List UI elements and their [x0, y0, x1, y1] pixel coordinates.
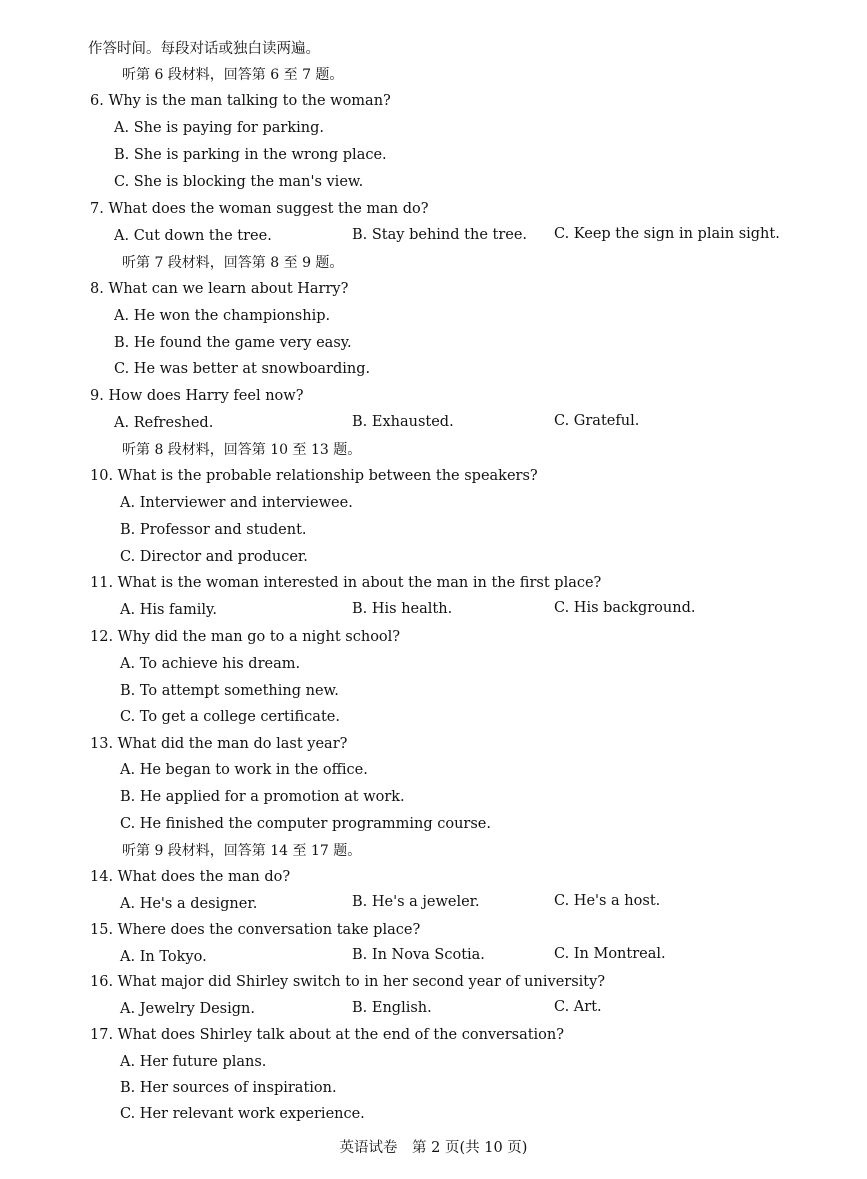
question-9: 9. How does Harry feel now? — [90, 388, 304, 404]
question-6: 6. Why is the man talking to the woman? — [90, 93, 391, 109]
page-footer: 英语试卷 第 2 页(共 10 页) — [339, 1140, 528, 1156]
section-instruction: 听第 8 段材料，回答第 10 至 13 题。 — [122, 442, 362, 458]
question-8: 8. What can we learn about Harry? — [90, 281, 349, 297]
q15-option-c: C. In Montreal. — [554, 946, 666, 962]
q16-option-b: B. English. — [352, 1000, 432, 1016]
question-12: 12. Why did the man go to a night school? — [90, 629, 401, 645]
q14-option-a: A. He's a designer. — [120, 896, 258, 912]
q10-option-a: A. Interviewer and interviewee. — [120, 495, 353, 511]
q11-option-b: B. His health. — [352, 601, 453, 617]
q14-option-b: B. He's a jeweler. — [352, 894, 480, 910]
q12-option-a: A. To achieve his dream. — [120, 656, 301, 672]
q9-option-a: A. Refreshed. — [114, 415, 214, 431]
question-17: 17. What does Shirley talk about at the end of the conversation? — [90, 1027, 565, 1043]
q10-option-c: C. Director and producer. — [120, 549, 308, 565]
q9-option-c: C. Grateful. — [554, 413, 640, 429]
q13-option-c: C. He finished the computer programming course. — [120, 816, 491, 832]
question-16: 16. What major did Shirley switch to in her second year of university? — [90, 974, 606, 990]
q6-option-b: B. She is parking in the wrong place. — [114, 147, 387, 163]
section-instruction: 听第 9 段材料，回答第 14 至 17 题。 — [122, 843, 362, 859]
section-instruction: 听第 7 段材料，回答第 8 至 9 题。 — [122, 255, 344, 271]
q15-option-b: B. In Nova Scotia. — [352, 947, 485, 963]
q10-option-b: B. Professor and student. — [120, 522, 307, 538]
section-instruction: 听第 6 段材料，回答第 6 至 7 题。 — [122, 67, 344, 83]
q7-option-b: B. Stay behind the tree. — [352, 227, 528, 243]
q8-option-b: B. He found the game very easy. — [114, 335, 352, 351]
question-11: 11. What is the woman interested in about the man in the first place? — [90, 575, 602, 591]
header-line: 作答时间。每段对话或独白读两遍。 — [88, 41, 320, 57]
question-7: 7. What does the woman suggest the man do? — [90, 201, 429, 217]
q16-option-c: C. Art. — [554, 999, 602, 1015]
q17-option-c: C. Her relevant work experience. — [120, 1106, 365, 1122]
q12-option-c: C. To get a college certificate. — [120, 709, 340, 725]
q13-option-a: A. He began to work in the office. — [120, 762, 368, 778]
q7-option-a: A. Cut down the tree. — [114, 228, 272, 244]
q6-option-a: A. She is paying for parking. — [114, 120, 324, 136]
question-15: 15. Where does the conversation take place? — [90, 922, 421, 938]
question-13: 13. What did the man do last year? — [90, 736, 348, 752]
q9-option-b: B. Exhausted. — [352, 414, 454, 430]
q8-option-a: A. He won the championship. — [114, 308, 331, 324]
q8-option-c: C. He was better at snowboarding. — [114, 361, 371, 377]
question-10: 10. What is the probable relationship between the speakers? — [90, 468, 538, 484]
q16-option-a: A. Jewelry Design. — [120, 1001, 255, 1017]
q13-option-b: B. He applied for a promotion at work. — [120, 789, 405, 805]
q15-option-a: A. In Tokyo. — [120, 949, 207, 965]
q11-option-a: A. His family. — [120, 602, 217, 618]
question-14: 14. What does the man do? — [90, 869, 291, 885]
q6-option-c: C. She is blocking the man's view. — [114, 174, 364, 190]
q17-option-b: B. Her sources of inspiration. — [120, 1080, 337, 1096]
q12-option-b: B. To attempt something new. — [120, 683, 339, 699]
q17-option-a: A. Her future plans. — [120, 1054, 267, 1070]
q7-option-c: C. Keep the sign in plain sight. — [554, 226, 780, 242]
q11-option-c: C. His background. — [554, 600, 696, 616]
q14-option-c: C. He's a host. — [554, 893, 661, 909]
